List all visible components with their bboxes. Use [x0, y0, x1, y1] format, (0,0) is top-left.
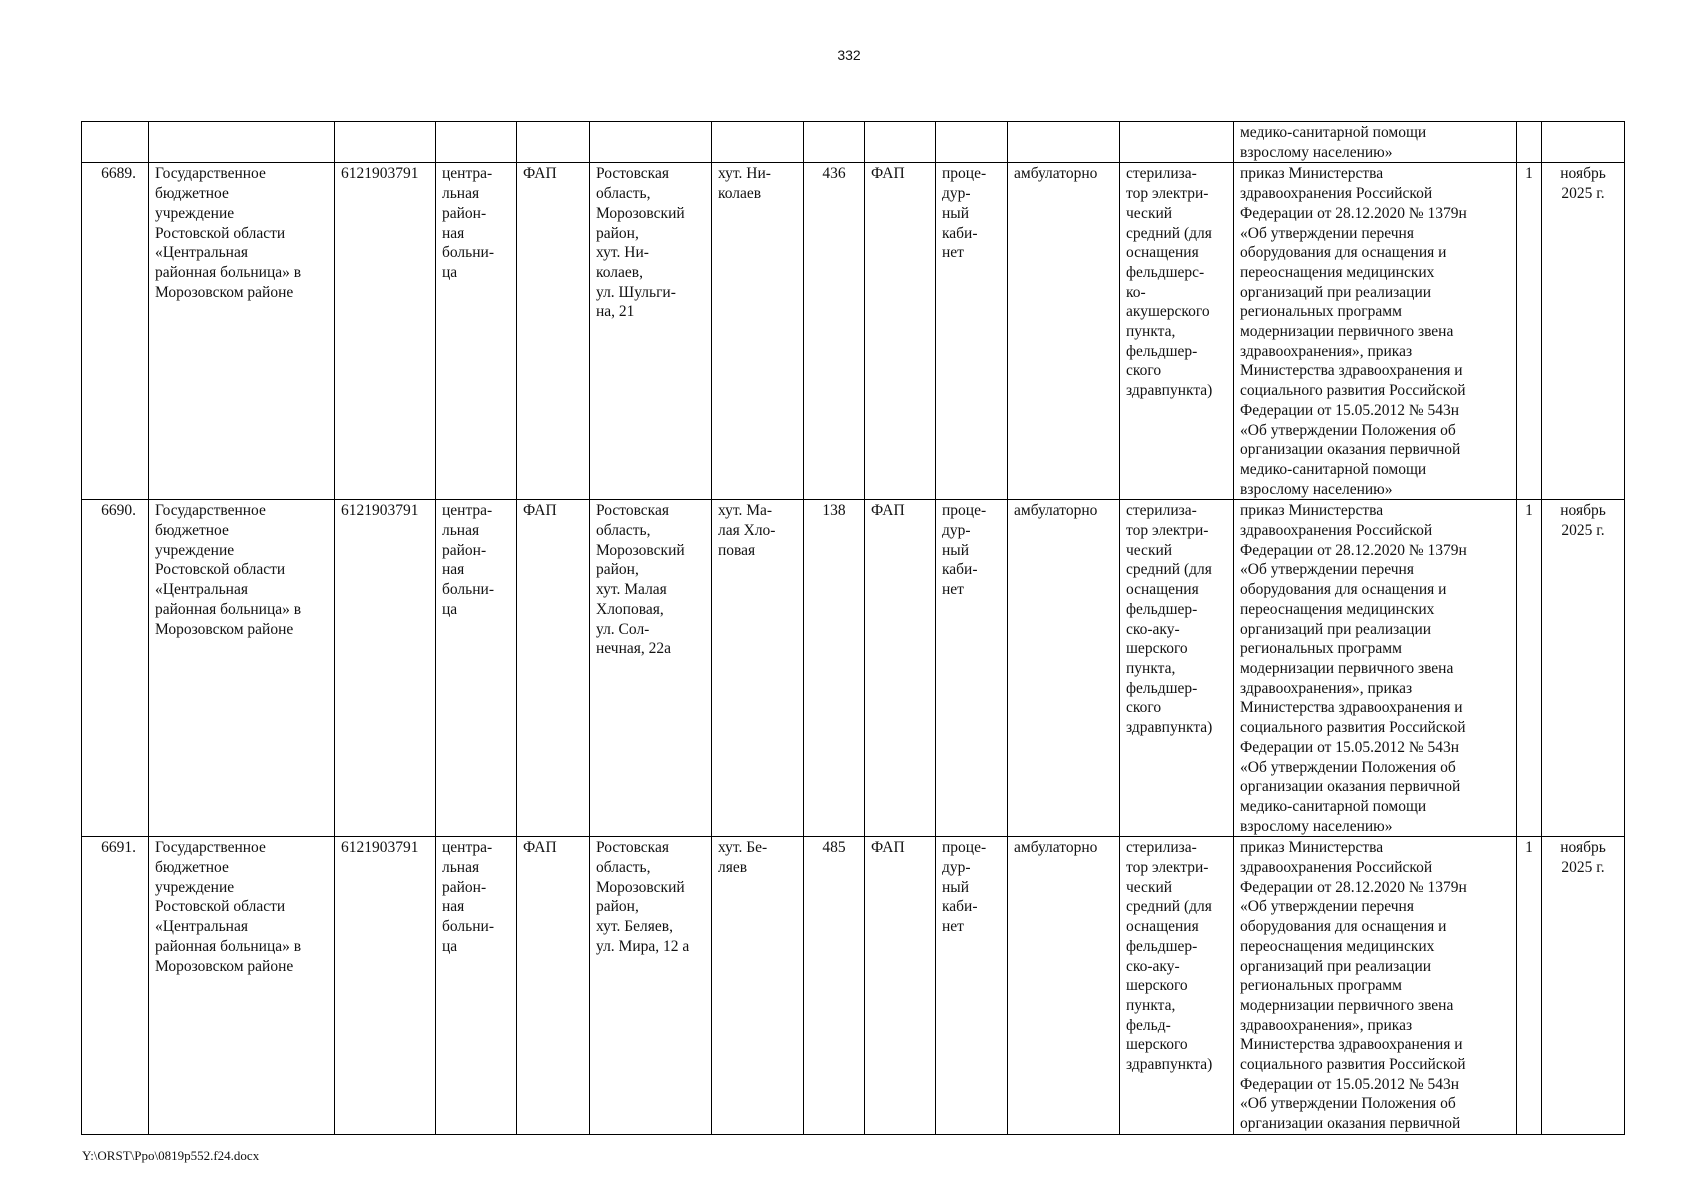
cell-equipment: стерилиза- тор электри- ческий средний (для оснащения фельдшер- ско-аку- шерского пункта, фельдшер- ского здравпункта): [1120, 500, 1234, 837]
cell-locality: хут. Ма- лая Хло- повая: [712, 500, 804, 837]
cell-care: амбулаторно: [1008, 500, 1120, 837]
cell-locality: [712, 122, 804, 163]
cell-org-type: центра- льная район- ная больни- ца: [436, 163, 517, 500]
cell-num: [82, 122, 149, 163]
cell-inn: [335, 122, 436, 163]
cell-unit: [517, 122, 590, 163]
cell-num: 6690.: [82, 500, 149, 837]
cell-inn: 6121903791: [335, 163, 436, 500]
cell-room: проце- дур- ный каби- нет: [936, 837, 1008, 1135]
cell-equipment: [1120, 122, 1234, 163]
cell-unit2: ФАП: [865, 500, 936, 837]
cell-num: 6689.: [82, 163, 149, 500]
cell-org: [149, 122, 335, 163]
cell-address: Ростовская область, Морозовский район, хут. Малая Хлоповая, ул. Сол- нечная, 22а: [590, 500, 712, 837]
table-row-continuation: [82, 122, 1625, 163]
cell-care: амбулаторно: [1008, 837, 1120, 1135]
cell-unit2: ФАП: [865, 163, 936, 500]
cell-address: Ростовская область, Морозовский район, хут. Беляев, ул. Мира, 12 а: [590, 837, 712, 1135]
cell-room: проце- дур- ный каби- нет: [936, 163, 1008, 500]
cell-qty: 1: [1517, 500, 1542, 837]
page-number: 332: [837, 47, 861, 63]
cell-org: Государственное бюджетное учреждение Ростовской области «Центральная районная больница» в Морозовском районе: [149, 163, 335, 500]
cell-date: ноябрь 2025 г.: [1542, 837, 1625, 1135]
cell-qty: [1517, 122, 1542, 163]
cell-date: ноябрь 2025 г.: [1542, 163, 1625, 500]
equipment-table: [81, 121, 1625, 1135]
cell-legal-basis: приказ Министерства здравоохранения Российской Федерации от 28.12.2020 № 1379н «Об утверждении перечня оборудования для оснащения и переоснащения медицинских организаций при реализации региональных программ модернизации первичного звена здравоохранения», приказ Министерства здравоохранения и социального развития Российской Федерации от 15.05.2012 № 543н «Об утверждении Положения об организации оказания первичной: [1234, 837, 1517, 1135]
cell-locality: хут. Ни- колаев: [712, 163, 804, 500]
cell-org: Государственное бюджетное учреждение Ростовской области «Центральная районная больница» в Морозовском районе: [149, 837, 335, 1135]
cell-care: [1008, 122, 1120, 163]
cell-room: проце- дур- ный каби- нет: [936, 500, 1008, 837]
cell-legal-basis: приказ Министерства здравоохранения Российской Федерации от 28.12.2020 № 1379н «Об утверждении перечня оборудования для оснащения и переоснащения медицинских организаций при реализации региональных программ модернизации первичного звена здравоохранения», приказ Министерства здравоохранения и социального развития Российской Федерации от 15.05.2012 № 543н «Об утверждении Положения об организации оказания первичной медико-санитарной помощи взрослому населению»: [1234, 163, 1517, 500]
cell-unit: ФАП: [517, 837, 590, 1135]
cell-qty: 1: [1517, 837, 1542, 1135]
cell-room: [936, 122, 1008, 163]
cell-org: Государственное бюджетное учреждение Ростовской области «Центральная районная больница» в Морозовском районе: [149, 500, 335, 837]
table-row: [82, 837, 1625, 1135]
cell-unit: ФАП: [517, 163, 590, 500]
cell-unit: ФАП: [517, 500, 590, 837]
cell-org-type: центра- льная район- ная больни- ца: [436, 837, 517, 1135]
cell-population: [804, 122, 865, 163]
cell-num: 6691.: [82, 837, 149, 1135]
cell-inn: 6121903791: [335, 500, 436, 837]
cell-equipment: стерилиза- тор электри- ческий средний (для оснащения фельдшерс- ко- акушерского пункта, фельдшер- ского здравпункта): [1120, 163, 1234, 500]
cell-legal-basis: приказ Министерства здравоохранения Российской Федерации от 28.12.2020 № 1379н «Об утверждении перечня оборудования для оснащения и переоснащения медицинских организаций при реализации региональных программ модернизации первичного звена здравоохранения», приказ Министерства здравоохранения и социального развития Российской Федерации от 15.05.2012 № 543н «Об утверждении Положения об организации оказания первичной медико-санитарной помощи взрослому населению»: [1234, 500, 1517, 837]
cell-unit2: ФАП: [865, 837, 936, 1135]
cell-date: ноябрь 2025 г.: [1542, 500, 1625, 837]
cell-address: Ростовская область, Морозовский район, хут. Ни- колаев, ул. Шульги- на, 21: [590, 163, 712, 500]
cell-legal-basis: медико-санитарной помощи взрослому населению»: [1234, 122, 1517, 163]
cell-address: [590, 122, 712, 163]
cell-equipment: стерилиза- тор электри- ческий средний (для оснащения фельдшер- ско-аку- шерского пункта, фельд- шерского здравпункта): [1120, 837, 1234, 1135]
cell-population: 138: [804, 500, 865, 837]
cell-locality: хут. Бе- ляев: [712, 837, 804, 1135]
cell-care: амбулаторно: [1008, 163, 1120, 500]
cell-qty: 1: [1517, 163, 1542, 500]
cell-inn: 6121903791: [335, 837, 436, 1135]
cell-date: [1542, 122, 1625, 163]
table-row: [82, 500, 1625, 837]
table-row: [82, 163, 1625, 500]
footer-file-path: Y:\ORST\Ppo\0819p552.f24.docx: [82, 1148, 260, 1163]
cell-unit2: [865, 122, 936, 163]
cell-org-type: [436, 122, 517, 163]
cell-population: 436: [804, 163, 865, 500]
cell-org-type: центра- льная район- ная больни- ца: [436, 500, 517, 837]
cell-population: 485: [804, 837, 865, 1135]
